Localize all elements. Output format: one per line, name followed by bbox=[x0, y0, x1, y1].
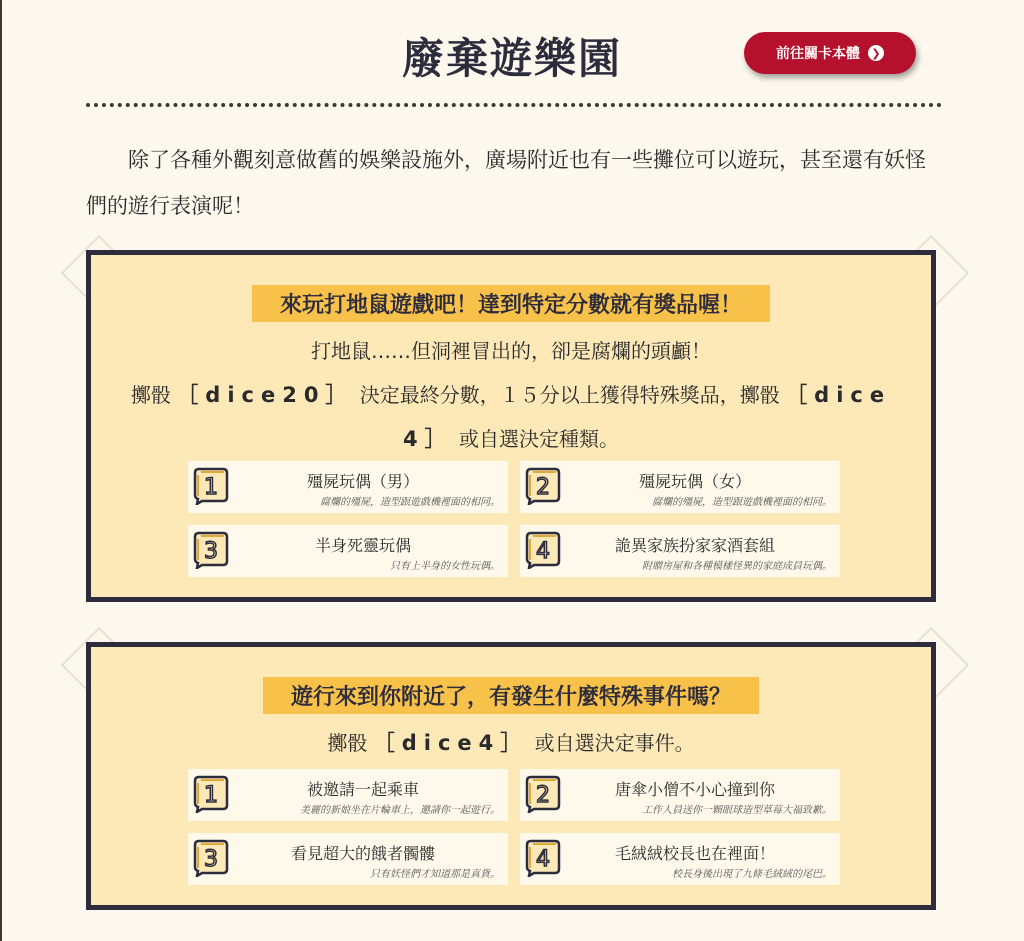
roll-text: 決定最終分數，１５分以上獲得特殊獎品，擲骰 bbox=[359, 383, 780, 407]
number-label: 4 bbox=[536, 539, 550, 564]
prize-desc: 附贈房屋和各種模樣怪異的家庭成員玩偶。 bbox=[642, 561, 832, 572]
dice-command: 4］ bbox=[403, 427, 453, 451]
dice-command: ［dice20］ bbox=[177, 383, 354, 407]
number-four-icon bbox=[524, 837, 562, 877]
roll-text: 或自選決定種類。 bbox=[458, 427, 619, 451]
roll-text: 擲骰 bbox=[130, 383, 171, 407]
event-title: 毛絨絨校長也在裡面！ bbox=[614, 844, 775, 863]
roll-text: 擲骰 bbox=[327, 731, 368, 755]
panel-headline-text: 遊行來到你附近了，有發生什麼特殊事件嗎？ bbox=[263, 677, 759, 714]
number-label: 2 bbox=[536, 475, 550, 500]
panel-headline bbox=[91, 677, 931, 714]
number-label: 1 bbox=[204, 475, 218, 500]
number-label: 2 bbox=[536, 783, 550, 808]
event-card bbox=[188, 833, 508, 885]
event-title: 唐傘小僧不小心撞到你 bbox=[614, 780, 775, 799]
prize-card bbox=[520, 461, 840, 513]
prize-title: 詭異家族扮家家酒套組 bbox=[614, 536, 775, 555]
page-title: 廢棄遊樂園 bbox=[401, 34, 622, 83]
event-desc: 只有妖怪們才知道那是真貨。 bbox=[370, 869, 500, 880]
panel-line: 打地鼠……但洞裡冒出的，卻是腐爛的頭顱！ bbox=[311, 339, 711, 363]
roll-text: 或自選決定事件。 bbox=[534, 731, 695, 755]
prize-desc: 只有上半身的女性玩偶。 bbox=[390, 561, 500, 572]
whack-a-mole-panel bbox=[86, 250, 936, 602]
number-three-icon bbox=[192, 837, 230, 877]
left-edge-line bbox=[0, 0, 2, 941]
panel-headline-text: 來玩打地鼠遊戲吧！達到特定分數就有獎品喔！ bbox=[252, 285, 770, 322]
prize-card bbox=[188, 525, 508, 577]
number-four-icon bbox=[524, 529, 562, 569]
parade-panel bbox=[86, 642, 936, 910]
panel-line bbox=[91, 727, 931, 757]
prize-title: 殭屍玩偶（男） bbox=[306, 472, 419, 491]
prize-card bbox=[520, 525, 840, 577]
event-desc: 校長身後出現了九條毛絨絨的尾巴。 bbox=[672, 869, 832, 880]
go-to-level-label: 前往關卡本體 bbox=[776, 46, 860, 62]
prize-title: 半身死靈玩偶 bbox=[314, 536, 411, 555]
prize-desc: 腐爛的殭屍，造型跟遊戲機裡面的相同。 bbox=[320, 497, 500, 508]
panel-line bbox=[91, 423, 931, 453]
go-to-level-button[interactable] bbox=[744, 32, 916, 74]
number-label: 4 bbox=[536, 847, 550, 872]
prize-title: 殭屍玩偶（女） bbox=[638, 472, 751, 491]
dice-command: ［dice bbox=[786, 383, 892, 407]
dotted-divider bbox=[86, 103, 942, 107]
intro-paragraph: 除了各種外觀刻意做舊的娛樂設施外，廣場附近也有一些攤位可以遊玩，甚至還有妖怪們的遊行表演呢！ bbox=[86, 148, 926, 218]
event-card bbox=[188, 769, 508, 821]
panel-headline bbox=[91, 285, 931, 322]
prize-card bbox=[188, 461, 508, 513]
event-title: 被邀請一起乘車 bbox=[306, 780, 419, 799]
chevron-right-icon: ❯ bbox=[868, 45, 884, 61]
number-two-icon bbox=[524, 773, 562, 813]
dice-command: ［dice4］ bbox=[373, 731, 529, 755]
number-label: 3 bbox=[204, 539, 218, 564]
event-title: 看見超大的餓者髑髏 bbox=[290, 844, 435, 863]
event-desc: 工作人員送你一顆眼球造型草莓大福致歉。 bbox=[642, 805, 832, 816]
number-three-icon bbox=[192, 529, 230, 569]
number-one-icon bbox=[192, 465, 230, 505]
panel-line bbox=[91, 379, 931, 409]
number-one-icon bbox=[192, 773, 230, 813]
number-label: 3 bbox=[204, 847, 218, 872]
prize-desc: 腐爛的殭屍，造型跟遊戲機裡面的相同。 bbox=[652, 497, 832, 508]
event-card bbox=[520, 769, 840, 821]
event-card bbox=[520, 833, 840, 885]
event-desc: 美麗的新娘坐在片輪車上，邀請你一起遊行。 bbox=[300, 805, 500, 816]
number-two-icon bbox=[524, 465, 562, 505]
number-label: 1 bbox=[204, 783, 218, 808]
